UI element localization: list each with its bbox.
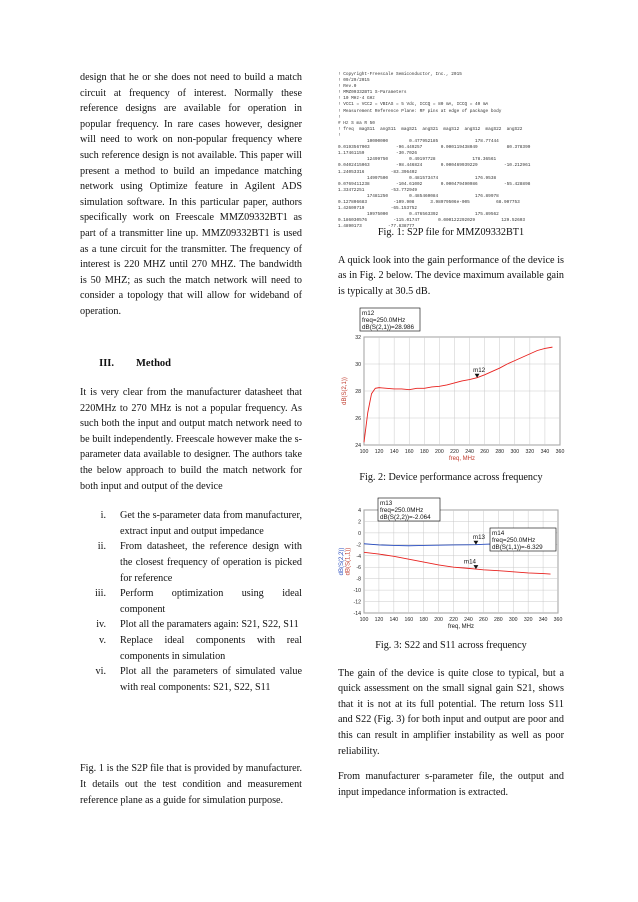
s2p-line: 1.33472251 -53.772949	[338, 187, 418, 193]
marker-readout-line: freq=250.0MHz	[380, 506, 424, 514]
x-tick-label: 100	[359, 616, 369, 623]
marker-readout-line: dB(S(2,1))=28.986	[362, 324, 414, 332]
marker-readout-line: dB(S(1,1))=-6.329	[492, 543, 543, 551]
x-tick-label: 240	[464, 616, 473, 623]
s2p-line: 0.186030576 -115.01747 0.000122292029 129.52603	[338, 218, 526, 224]
y-tick-label: -10	[353, 588, 361, 595]
s2p-line: # Hz S ma R 50	[338, 120, 375, 126]
x-tick-label: 220	[449, 616, 458, 623]
fig3-caption: Fig. 3: S22 and S11 across frequency	[375, 639, 527, 651]
section-heading	[80, 356, 302, 372]
s2p-line: ! 09/29/2015	[338, 78, 370, 84]
left-column	[80, 70, 302, 808]
x-tick-label: 300	[508, 616, 518, 623]
s2p-line: 0.0193567003 -96.449257 0.000119438049 80.378399	[338, 145, 531, 151]
list-item: iv. Plot all the paramaters again: S21, S22, S11	[96, 619, 299, 631]
fig1-caption: Fig. 1: S2P file for MMZ09332BT1	[377, 227, 525, 238]
y-tick-label: 24	[355, 443, 361, 450]
s2p-line: 0.127806683 -109.908 3.98979506e-005 68.907753	[338, 199, 520, 205]
s2p-line: 1.4890173 -77.838777	[338, 224, 415, 230]
list-item: vi. Plot all the parameters of simulated value with real components: S21, S22, S11	[95, 666, 302, 693]
y-tick-label: 32	[355, 335, 361, 342]
y-axis-label: dB(S(2,1))	[342, 377, 348, 406]
y-tick-label: -4	[356, 553, 361, 560]
s2p-line: 10000000 0.477952185 178.77444	[338, 139, 499, 145]
list-item: ii. From datasheet, the reference design with the closest frequency of operation is picked for reference	[97, 541, 302, 584]
s2p-line: ! freq magS11 angS11 magS21 angS21 magS12 angS12 magS22 angS22	[338, 126, 523, 132]
marker-readout-line: m13	[380, 499, 393, 507]
y-tick-label: 26	[355, 416, 361, 423]
x-tick-label: 160	[404, 449, 414, 456]
fig1-paragraph: Fig. 1 is the S2P file that is provided by manufacturer. It details out the test condition and measurement reference plane as a guide for simulation purpose.	[80, 763, 302, 806]
x-tick-label: 220	[450, 449, 459, 456]
x-tick-label: 360	[553, 616, 563, 623]
x-tick-label: 340	[540, 449, 550, 456]
s2p-line: !	[338, 132, 341, 138]
marker-label: m12	[473, 367, 486, 375]
y-tick-label: -8	[356, 576, 361, 583]
x-tick-label: 180	[419, 616, 429, 623]
y-tick-label: -12	[353, 599, 361, 606]
marker-readout-line: m14	[492, 529, 505, 537]
x-tick-label: 200	[435, 449, 444, 456]
x-tick-label: 340	[538, 616, 548, 623]
x-tick-label: 260	[479, 616, 488, 623]
s2p-line: 1.42609719 -65.153752	[338, 206, 418, 212]
fig2-caption: Fig. 2: Device performance across frequency	[359, 472, 543, 484]
y-axis-label: dB(S(2,2))	[339, 547, 345, 576]
s2p-line: 1.24053316 -83.396402	[338, 169, 418, 175]
y-tick-label: -2	[356, 542, 361, 549]
y-tick-label: 30	[355, 362, 361, 369]
list-item: iii. Perform optimization using ideal component	[94, 588, 302, 615]
s2p-line: ! Copyright-Freescale Semiconductor, Inc., 2015	[338, 72, 462, 77]
list-item: i. Get the s-parameter data from manufacturer, extract input and output impedance	[100, 510, 302, 537]
gain-chart	[338, 307, 564, 462]
s2p-line: 14997500 0.481573474 176.9538	[338, 175, 497, 181]
return-loss-chart	[338, 498, 564, 630]
gain-paragraph: A quick look into the gain performance of the device is as in Fig. 2 below. The device maximum available gain is typically at 30.5 dB.	[338, 254, 564, 297]
x-tick-label: 180	[419, 449, 429, 456]
marker-readout-line: freq=250.0MHz	[492, 536, 536, 544]
list-item: v. Replace ideal components with real components in simulation	[99, 635, 302, 662]
x-tick-label: 300	[510, 449, 520, 456]
x-tick-label: 360	[555, 449, 565, 456]
x-axis-label: freq, MHz	[448, 456, 476, 463]
y-tick-label: 4	[358, 507, 361, 514]
extract-paragraph: From manufacturer s-parameter file, the output and input impedance information is extracted.	[338, 771, 564, 798]
section-number: III.	[99, 357, 114, 369]
x-tick-label: 280	[493, 616, 503, 623]
intro-paragraph: design that he or she does not need to build a match circuit at frequency of interest. Normally these reference designs are available for operation in popular frequency. In rare cases however, designer will need to work on non-popular frequency where such reference design is not available. This paper will present a method to build an impedance matching network using Optimize feature in Agilent ADS simulation software. In this particular paper, authors specifically work on Freescale MMZ09332BT1 as part of a transmitter line up. MMZ09332BT1 is used as a tune circuit for the transmitter. The frequency of interest is 220 MHZ until 270 MHZ. The bandwidth is 50 MHZ; as such the match network will need to consider a topology that will allow for wideband of operation.	[80, 72, 302, 317]
x-tick-label: 100	[359, 449, 369, 456]
s2p-line: !	[338, 114, 341, 120]
x-tick-label: 120	[374, 449, 384, 456]
y-axis-label: dB(S(1,1))	[345, 547, 352, 576]
s2p-line: 12499750 0.49197728 178.36561	[338, 157, 497, 163]
marker-readout-line: freq=250.0MHz	[362, 317, 406, 325]
x-tick-label: 160	[404, 616, 414, 623]
marker-readout-line: dB(S(2,2))=-2.064	[380, 513, 431, 521]
s2p-line: 19975000 0.476563392 175.89562	[338, 212, 499, 218]
return-loss-paragraph: The gain of the device is quite close to typical, but a quick assessment on the small signal gain S21, shows that it is not at its full potential. The return loss S11 and S22 (Fig. 3) for both input and output are poor and this can result in amplifier instability as well as poor reliability.	[338, 667, 564, 757]
x-tick-label: 200	[434, 616, 443, 623]
x-tick-label: 140	[389, 449, 399, 456]
section-title: Method	[136, 357, 171, 369]
y-tick-label: 2	[358, 519, 361, 526]
marker-label: m14	[463, 558, 476, 566]
x-axis-label: freq, MHz	[447, 623, 475, 630]
s2p-line: ! VCC1 = VCC2 = VBIAS = 5 Vdc, ICCQ = 80 mA, ICCQ = 40 mA	[338, 102, 489, 108]
right-column	[338, 72, 564, 800]
s2p-line: 0.0402415063 -98.446824 0.000469939229 -10.212961	[338, 163, 531, 169]
method-steps-list	[80, 508, 302, 695]
x-tick-label: 320	[525, 449, 535, 456]
y-tick-label: -6	[356, 565, 361, 572]
x-tick-label: 280	[495, 449, 505, 456]
x-tick-label: 260	[480, 449, 489, 456]
s2p-line: 17481250 0.485460084 176.89978	[338, 193, 499, 199]
marker-readout-line: m12	[362, 310, 375, 318]
s2p-line: 1.17461159 -30.7026	[338, 151, 418, 157]
s2p-line: ! MMZ09332BT1 S-Parameters	[338, 90, 407, 96]
y-tick-label: 0	[358, 530, 361, 537]
method-paragraph: It is very clear from the manufacturer datasheet that 220MHz to 270 MHz is not a popular frequency. As such both the input and output match network need to be built independently. Freescale however make the s-parameter data available to designer. The authors take the below approach to build the match network for both input and output of the device	[80, 387, 302, 492]
s2p-line: ! Rev.0	[338, 84, 357, 90]
y-tick-label: 28	[355, 389, 361, 396]
plot-area	[364, 510, 558, 613]
x-tick-label: 140	[389, 616, 399, 623]
marker-label: m13	[472, 534, 485, 542]
y-tick-label: -14	[353, 610, 361, 617]
s2p-file-listing	[338, 72, 564, 230]
x-tick-label: 120	[374, 616, 384, 623]
s2p-line: 0.0769411238 -104.61002 0.000479490986 -55.428898	[338, 181, 531, 187]
s2p-line: ! Measurement Reference Plane: RF pins at edge of package body	[338, 108, 502, 114]
x-tick-label: 320	[523, 616, 533, 623]
s2p-line: ! 10 MHz-4 GHz	[338, 96, 375, 102]
x-tick-label: 240	[465, 449, 474, 456]
